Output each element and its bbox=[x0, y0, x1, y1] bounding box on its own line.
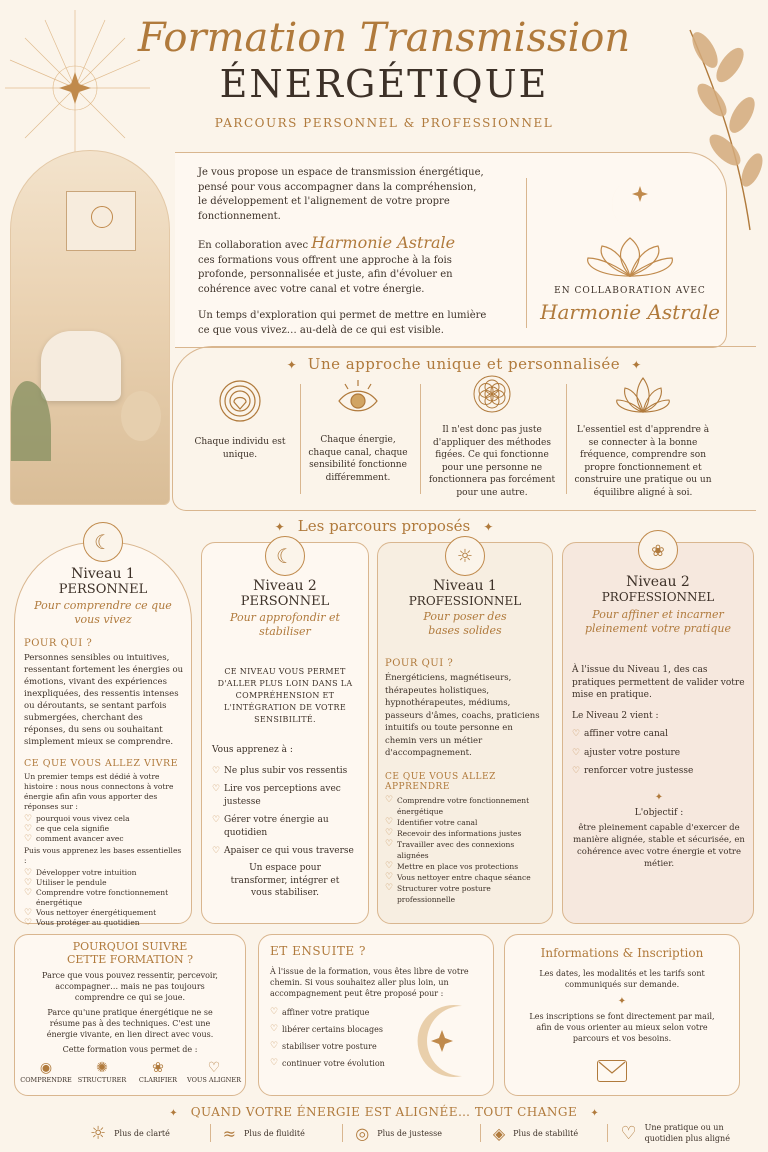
why-icon-label: CLARIFIER bbox=[138, 1076, 178, 1084]
collab-label: EN COLLABORATION AVEC bbox=[554, 286, 706, 296]
footer-item bbox=[493, 1124, 608, 1143]
sparkle-icon: ✦ bbox=[169, 1108, 178, 1119]
footer-item-label: Plus de stabilité bbox=[513, 1128, 579, 1138]
list-item: ♡ Identifier votre canal bbox=[385, 817, 545, 828]
n2perso-outro: Un espace pour transformer, intégrer et vous stabiliser. bbox=[230, 863, 340, 898]
next-title: ET ENSUITE ? bbox=[270, 944, 366, 958]
footer-item-label: Plus de justesse bbox=[377, 1128, 442, 1138]
list-item: ♡ Utiliser le pendule bbox=[24, 878, 186, 888]
n1perso-q-title: POUR QUI ? bbox=[24, 638, 93, 649]
n2perso-type: PERSONNEL bbox=[240, 594, 330, 609]
approach-title: Une approche unique et personnalisée bbox=[307, 355, 621, 373]
list-item: ♡ Lire vos perceptions avec justesse bbox=[212, 783, 362, 808]
list-item: ♡ Vous protéger au quotidien bbox=[24, 918, 186, 928]
list-item: ♡ comment avancer avec bbox=[24, 834, 186, 844]
list-item: ♡ stabiliser votre posture bbox=[270, 1041, 410, 1052]
sun-icon: ☼ bbox=[90, 1122, 107, 1144]
why-p1: Parce que vous pouvez ressentir, percevoir, accompagner… mais ne pas toujours comprendre ce qui se joue. bbox=[42, 971, 218, 1002]
list-item: ♡ Vous nettoyer entre chaque séance bbox=[385, 872, 545, 883]
n2pro-obj-title: L'objectif : bbox=[634, 808, 684, 818]
footer-item-label: Plus de clarté bbox=[114, 1128, 170, 1138]
list-item: ♡ Comprendre votre fonctionnement énergétique bbox=[24, 888, 186, 908]
list-item: ♡ affiner votre pratique bbox=[270, 1007, 410, 1018]
n1perso-level: Niveau 1 bbox=[71, 566, 135, 582]
title-script: Formation Transmission bbox=[137, 15, 631, 61]
n1pro-q-title: POUR QUI ? bbox=[385, 658, 454, 669]
list-item: ♡ Comprendre votre fonctionnement énergétique bbox=[385, 795, 545, 817]
why-p2: Parce qu'une pratique énergétique ne se résume pas à des techniques. C'est une énergie vivante, en lien direct avec vous. bbox=[46, 1008, 214, 1039]
fingerprint-icon bbox=[217, 378, 263, 424]
list-item: ♡ continuer votre évolution bbox=[270, 1058, 410, 1069]
sun-icon: ☼ bbox=[445, 536, 485, 576]
n2pro-obj-text: être pleinement capable d'exercer de manière alignée, stable et sécurisée, en cohérence avec votre énergie et votre métier. bbox=[573, 822, 745, 869]
waves-icon: ≈ bbox=[222, 1123, 237, 1143]
page-title: ÉNERGÉTIQUE bbox=[219, 62, 549, 106]
list-item: ♡ Gérer votre énergie au quotidien bbox=[212, 814, 362, 839]
sparkle-icon: ✦ bbox=[617, 996, 627, 1007]
list-item: ♡ ce que cela signifie bbox=[24, 824, 186, 834]
heart-icon: ♡ bbox=[207, 1060, 221, 1076]
lotus-icon bbox=[613, 374, 673, 414]
list-item: ♡ Vous nettoyer énergétiquement bbox=[24, 908, 186, 918]
n2perso-level: Niveau 2 bbox=[253, 578, 317, 594]
footer-item-label: Une pratique ou un quotidien plus aligné bbox=[644, 1123, 730, 1143]
moon-icon: ☾ bbox=[265, 536, 305, 576]
why-icon-label: STRUCTURER bbox=[77, 1076, 127, 1084]
n1perso-q-text: Personnes sensibles ou intuitives, ressentant fortement les énergies ou émotions, vivant des expériences inexpliquées, des ressentis intenses ou déroutants, se sentant parfois submergées, cherchant des réponses, du sens ou souhaitant simplement mieux se comprendre. bbox=[24, 653, 184, 747]
approach-text-2: Chaque énergie, chaque canal, chaque sensibilité fonctionne différemment. bbox=[308, 435, 408, 483]
target-icon: ◎ bbox=[355, 1123, 370, 1143]
footer-item bbox=[90, 1123, 210, 1144]
n2perso-learn-intro: Vous apprenez à : bbox=[212, 745, 293, 755]
n1pro-learn-title: CE QUE VOUS ALLEZ APPRENDRE bbox=[385, 771, 496, 792]
list-item: ♡ renforcer votre justesse bbox=[572, 765, 746, 778]
n2pro-n2-intro: Le Niveau 2 vient : bbox=[572, 710, 659, 721]
info-p1: Les dates, les modalités et les tarifs sont communiqués sur demande. bbox=[539, 969, 705, 989]
n1pro-level: Niveau 1 bbox=[433, 578, 497, 594]
info-title: Informations & Inscription bbox=[540, 946, 704, 960]
n1perso-bases-intro: Puis vous apprenez les bases essentielles : bbox=[24, 846, 182, 865]
collab-brand: Harmonie Astrale bbox=[540, 300, 720, 324]
list-item: ♡ pourquoi vous vivez cela bbox=[24, 814, 186, 824]
eye-icon: ◉ bbox=[39, 1060, 53, 1076]
list-item: ♡ Ne plus subir vos ressentis bbox=[212, 765, 362, 778]
interior-photo bbox=[10, 150, 170, 505]
list-item: ♡ Apaiser ce qui vous traverse bbox=[212, 845, 362, 858]
n2pro-level: Niveau 2 bbox=[626, 574, 690, 590]
mail-icon[interactable] bbox=[597, 1060, 627, 1082]
list-item: ♡ ajuster votre posture bbox=[572, 747, 746, 760]
why-title: POURQUOI SUIVRE CETTE FORMATION ? bbox=[66, 940, 194, 966]
n2pro-intro: À l'issue du Niveau 1, des cas pratiques permettent de valider votre mise en pratique. bbox=[572, 665, 745, 700]
n2pro-type: PROFESSIONNEL bbox=[601, 590, 715, 604]
n1perso-live-title: CE QUE VOUS ALLEZ VIVRE bbox=[24, 758, 179, 769]
n2perso-tagline: Pour approfondir et stabiliser bbox=[230, 611, 340, 638]
intro-brand: Harmonie Astrale bbox=[311, 233, 456, 252]
heart-icon: ♡ bbox=[620, 1122, 637, 1144]
approach-text-3: Il n'est donc pas juste d'appliquer des méthodes figées. Ce qui fonctionne pour une personne ne fonctionnera pas forcément pour une autre. bbox=[428, 425, 556, 498]
list-item: ♡ Mettre en place vos protections bbox=[385, 861, 545, 872]
list-item: ♡ affiner votre canal bbox=[572, 728, 746, 741]
why-icon-label: VOUS ALIGNER bbox=[186, 1076, 241, 1084]
sparkle-icon: ✦ bbox=[590, 1108, 599, 1119]
footer-item bbox=[620, 1122, 750, 1144]
list-item: ♡ Structurer votre posture professionnelle bbox=[385, 883, 545, 905]
moon-lotus-icon bbox=[580, 168, 680, 278]
structure-icon: ✺ bbox=[96, 1060, 108, 1076]
next-text: À l'issue de la formation, vous êtes libre de votre chemin. Si vous souhaitez aller plus loin, un accompagnement peut être proposé pour : bbox=[270, 967, 469, 998]
list-item: ♡ libérer certains blocages bbox=[270, 1024, 410, 1035]
n1pro-q-text: Énergéticiens, magnétiseurs, thérapeutes holistiques, hypnothérapeutes, médiums, passeurs d'âmes, coachs, praticiens intuitifs ou toute personne en chemin vers un métier d'accompagnement. bbox=[385, 673, 540, 758]
info-p2: Les inscriptions se font directement par mail, afin de vous orienter au mieux selon votre parcours et vos besoins. bbox=[529, 1012, 715, 1043]
footer-item-label: Plus de fluidité bbox=[244, 1128, 305, 1138]
n2perso-intro: CE NIVEAU VOUS PERMET D'ALLER PLUS LOIN DANS LA COMPRÉHENSION ET L'INTÉGRATION DE VOTRE SENSIBILITÉ. bbox=[217, 667, 353, 724]
footer-title: QUAND VOTRE ÉNERGIE EST ALIGNÉE… TOUT CHANGE bbox=[190, 1105, 578, 1119]
list-item: ♡ Développer votre intuition bbox=[24, 868, 186, 878]
n1perso-type: PERSONNEL bbox=[58, 582, 148, 597]
list-item: ♡ Recevoir des informations justes bbox=[385, 828, 545, 839]
flower-of-life-icon bbox=[472, 374, 512, 414]
approach-text-1: Chaque individu est unique. bbox=[194, 437, 286, 460]
lotus-icon: ❀ bbox=[638, 530, 678, 570]
eye-icon bbox=[335, 378, 381, 424]
approach-text-4: L'essentiel est d'apprendre à se connecter à la bonne fréquence, comprendre son propre fonctionnement et construire une pratique ou un équilibre aligné à soi. bbox=[574, 425, 712, 498]
parcours-title: Les parcours proposés bbox=[297, 517, 471, 535]
moon-icon: ☾ bbox=[83, 522, 123, 562]
intro-paragraph-3: Un temps d'exploration qui permet de mettre en lumière ce que vous vivez… au-delà de ce qui est visible. bbox=[198, 310, 487, 336]
sparkle-icon: ✦ bbox=[654, 792, 664, 803]
crescent-moon-icon bbox=[412, 1000, 488, 1080]
n1perso-tagline: Pour comprendre ce que vous vivez bbox=[34, 599, 172, 626]
crystal-icon: ◈ bbox=[492, 1123, 506, 1143]
n1perso-live-intro: Un premier temps est dédié à votre histoire : nous nous connectons à votre énergie afin afin vous apporter des réponses sur : bbox=[24, 772, 174, 811]
sparkle-icon: ✦ bbox=[274, 520, 285, 534]
n2pro-tagline: Pour affiner et incarner pleinement votre pratique bbox=[584, 608, 732, 635]
n1pro-type: PROFESSIONNEL bbox=[408, 594, 522, 608]
lotus-icon: ❀ bbox=[152, 1060, 164, 1076]
sparkle-icon: ✦ bbox=[483, 520, 494, 534]
intro-p2-prefix: En collaboration avec bbox=[198, 240, 309, 251]
footer-item bbox=[355, 1124, 480, 1143]
subtitle: PARCOURS PERSONNEL & PROFESSIONNEL bbox=[214, 116, 554, 130]
footer-item bbox=[223, 1124, 343, 1143]
n1pro-tagline: Pour poser des bases solides bbox=[423, 610, 507, 637]
intro-paragraph-2: ces formations vous offrent une approche à la fois profonde, personnalisée et juste, afin d'évoluer en cohérence avec votre canal et votre énergie. bbox=[198, 254, 453, 295]
intro-paragraph-1: Je vous propose un espace de transmission énergétique, pensé pour vous accompagner dans la compréhension, le développement et l'alignement de votre propre fonctionnement. bbox=[198, 167, 484, 222]
sparkle-icon: ✦ bbox=[286, 358, 297, 372]
sparkle-icon: ✦ bbox=[631, 358, 642, 372]
why-p3: Cette formation vous permet de : bbox=[62, 1045, 198, 1054]
why-icon-label: COMPRENDRE bbox=[20, 1076, 72, 1084]
list-item: ♡ Travailler avec des connexions alignées bbox=[385, 839, 545, 861]
